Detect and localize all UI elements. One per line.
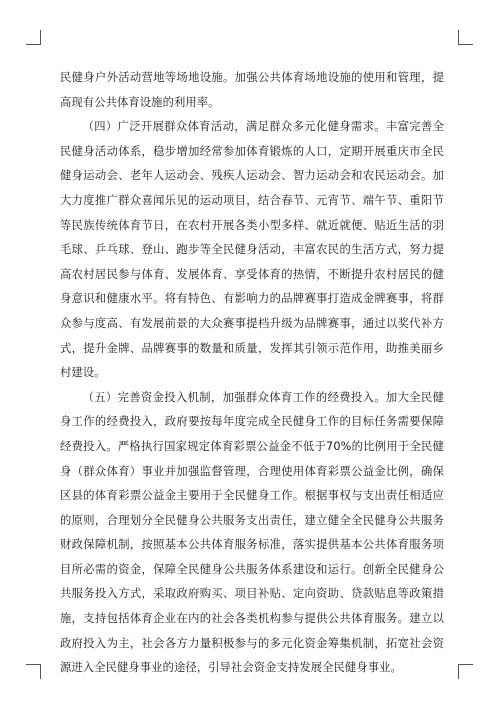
document-body [60,66,444,681]
crop-mark-top-left [26,30,41,45]
paragraph-section-4: （四）广泛开展群众体育活动，满足群众多元化健身需求。丰富完善全民健身活动体系，稳步增加经常参加体育锻炼的人口，定期开展重庆市全民健身运动会、老年人运动会、残疾人运动会、智力运动会和农民运动会。加大力度推广群众喜闻乐见的运动项目，结合春节、元宵节、端午节、重阳节等民族传统体育节日，在农村开展各类小型多样、就近就便、贴近生活的羽毛球、乒乓球、登山、跑步等全民健身活动，丰富农民的生活方式，努力提高农村居民参与体育、发展体育、享受体育的热情，不断提升农村居民的健身意识和健康水平。将有特色、有影响力的品牌赛事打造成金牌赛事，将群众参与度高、有发展前景的大众赛事提档升级为品牌赛事，通过以奖代补方式，提升金牌、品牌赛事的数量和质量，发挥其引领示范作用，助推美丽乡村建设。 [60,120,444,380]
crop-mark-bottom-left [26,664,41,679]
paragraph-section-5: （五）完善资金投入机制，加强群众体育工作的经费投入。加大全民健身工作的经费投入，政府要按每年度完成全民健身工作的目标任务需要保障经费投入。严格执行国家规定体育彩票公益金不低于70%的比例用于全民健身（群众体育）事业并加强监督管理，合理使用体育彩票公益金比例，确保区县的体育彩票公益金主要用于全民健身工作。根据事权与支出责任相适应的原则，合理划分全民健身公共服务支出责任，建立健全全民健身公共服务财政保障机制，按照基本公共体育服务标准，落实提供基本公共体育服务项目所必需的资金，保障全民健身公共服务体系建设和运行。创新全民健身公共服务投入方式，采取政府购买、项目补贴、定向资助、贷款贴息等政策措施，支持包括体育企业在内的社会各类机构参与提供公共体育服务。建立以政府投入为主，社会各方力量积极参与的多元化资金筹集机制，拓宽社会资源进入全民健身事业的途径，引导社会资金支持发展全民健身事业。 [60,390,444,675]
paragraph-continuation: 民健身户外活动营地等场地设施。加强公共体育场地设施的使用和管理，提高现有公共体育设施的利用率。 [60,71,444,109]
crop-mark-top-right [458,30,473,45]
crop-mark-bottom-right [458,664,473,679]
